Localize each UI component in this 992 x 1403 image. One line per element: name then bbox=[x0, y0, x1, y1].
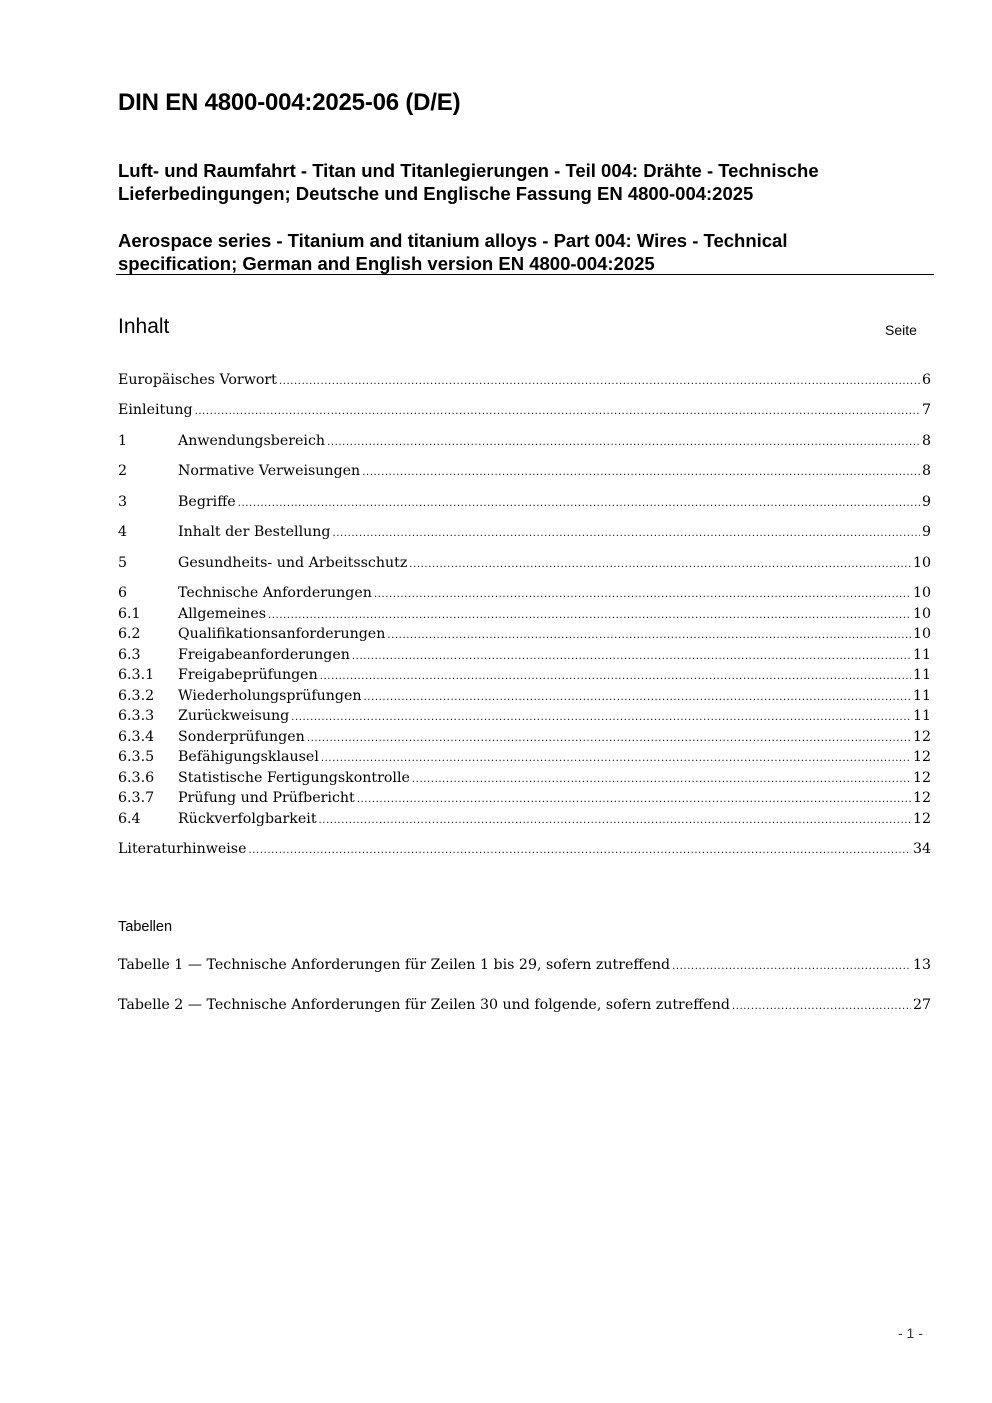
toc-entry-text: Rückverfolgbarkeit bbox=[178, 811, 317, 827]
toc-leader bbox=[195, 406, 920, 417]
page-column-label: Seite bbox=[885, 322, 917, 338]
toc-entry-page: 9 bbox=[921, 494, 931, 510]
page-number: - 1 - bbox=[898, 1325, 923, 1341]
toc-entry-text: Allgemeines bbox=[178, 606, 266, 622]
toc-entry-page: 6 bbox=[921, 372, 931, 388]
toc-entry[interactable] bbox=[118, 585, 931, 606]
toc-entry-page: 10 bbox=[912, 606, 931, 622]
toc-entry-text: Freigabeprüfungen bbox=[178, 667, 318, 683]
toc-entry-text: Begriffe bbox=[178, 494, 236, 510]
toc-entry[interactable] bbox=[118, 811, 931, 832]
toc-entry-page: 12 bbox=[912, 729, 931, 745]
toc-entry-number: 6.2 bbox=[118, 626, 141, 642]
toc-entry[interactable] bbox=[118, 433, 931, 454]
toc-entry[interactable] bbox=[118, 708, 931, 729]
toc-entry-text: Zurückweisung bbox=[178, 708, 290, 724]
toc-entry-text: Prüfung und Prüfbericht bbox=[178, 790, 355, 806]
toc-entry[interactable] bbox=[118, 606, 931, 627]
toc-entry-page: 8 bbox=[921, 433, 931, 449]
toc-entry[interactable] bbox=[118, 402, 931, 423]
toc-leader bbox=[387, 630, 911, 641]
toc-entry-number: 6.3.7 bbox=[118, 790, 155, 806]
title-english-line-1: Aerospace series - Titanium and titanium alloys - Part 004: Wires - Technical bbox=[118, 230, 788, 251]
toc-entry-page: 11 bbox=[912, 708, 931, 724]
toc-entry-number: 6.3 bbox=[118, 647, 141, 663]
toc-leader bbox=[291, 712, 911, 723]
toc-entry-text: Inhalt der Bestellung bbox=[178, 524, 331, 540]
toc-entry[interactable] bbox=[118, 524, 931, 545]
toc-entry-number: 6.3.6 bbox=[118, 770, 155, 786]
toc-entry-number: 3 bbox=[118, 494, 128, 510]
toc-entry-page: 10 bbox=[912, 555, 931, 571]
title-german-line-2: Lieferbedingungen; Deutsche und Englische Fassung EN 4800-004:2025 bbox=[118, 183, 754, 204]
toc-entry-text: Technische Anforderungen bbox=[178, 585, 372, 601]
toc-entry-number: 2 bbox=[118, 463, 128, 479]
toc-entry-text: Befähigungsklausel bbox=[178, 749, 319, 765]
toc-entry-page: 12 bbox=[912, 749, 931, 765]
toc-heading: Inhalt bbox=[118, 315, 170, 338]
toc-entry-number: 1 bbox=[118, 433, 128, 449]
toc-leader bbox=[732, 1001, 911, 1012]
toc-leader bbox=[352, 651, 911, 662]
table-entry[interactable] bbox=[118, 957, 931, 978]
toc-entry-text: Einleitung bbox=[118, 402, 193, 418]
toc-entry-page: 7 bbox=[921, 402, 931, 418]
toc-entry-text: Gesundheits- und Arbeitsschutz bbox=[178, 555, 408, 571]
toc-entry[interactable] bbox=[118, 729, 931, 750]
toc-entry[interactable] bbox=[118, 770, 931, 791]
toc-entry-number: 6.3.1 bbox=[118, 667, 155, 683]
toc-entry-number: 6.3.5 bbox=[118, 749, 155, 765]
toc-leader bbox=[248, 845, 910, 856]
toc-entry-number: 6.1 bbox=[118, 606, 141, 622]
toc-entry[interactable] bbox=[118, 841, 931, 862]
toc-leader bbox=[238, 498, 920, 509]
toc-leader bbox=[412, 774, 911, 785]
toc-leader bbox=[333, 528, 920, 539]
toc-entry-text: Anwendungsbereich bbox=[178, 433, 326, 449]
toc-leader bbox=[321, 753, 911, 764]
toc-entry-page: 9 bbox=[921, 524, 931, 540]
toc-entry-number: 5 bbox=[118, 555, 128, 571]
toc-entry-number: 6 bbox=[118, 585, 128, 601]
toc-entry-page: 8 bbox=[921, 463, 931, 479]
toc-leader bbox=[374, 589, 911, 600]
toc-leader bbox=[320, 671, 911, 682]
document-id: DIN EN 4800-004:2025-06 (D/E) bbox=[118, 89, 461, 116]
title-divider bbox=[116, 274, 934, 275]
toc-entry[interactable] bbox=[118, 647, 931, 668]
toc-leader bbox=[327, 437, 920, 448]
title-german-line-1: Luft- und Raumfahrt - Titan und Titanlegierungen - Teil 004: Drähte - Technische bbox=[118, 160, 819, 181]
toc-leader bbox=[279, 376, 920, 387]
toc-entry[interactable] bbox=[118, 626, 931, 647]
toc-leader bbox=[268, 610, 911, 621]
toc-entry-text: Freigabeanforderungen bbox=[178, 647, 350, 663]
toc-leader bbox=[357, 794, 911, 805]
toc-leader bbox=[364, 692, 911, 703]
toc-entry-text: Statistische Fertigungskontrolle bbox=[178, 770, 410, 786]
toc-entry-text: Europäisches Vorwort bbox=[118, 372, 277, 388]
toc-entry-number: 4 bbox=[118, 524, 128, 540]
toc-entry[interactable] bbox=[118, 790, 931, 811]
toc-entry-page: 10 bbox=[912, 585, 931, 601]
toc-entry-page: 34 bbox=[912, 841, 931, 857]
toc-entry-page: 11 bbox=[912, 688, 931, 704]
toc-entry[interactable] bbox=[118, 749, 931, 770]
toc-entry-number: 6.4 bbox=[118, 811, 141, 827]
toc-entry-text: Sonderprüfungen bbox=[178, 729, 305, 745]
toc-leader bbox=[319, 815, 911, 826]
toc-leader bbox=[362, 467, 920, 478]
toc-entry-text: Wiederholungsprüfungen bbox=[178, 688, 362, 704]
toc-entry-page: 10 bbox=[912, 626, 931, 642]
toc-entry-number: 6.3.3 bbox=[118, 708, 155, 724]
title-english bbox=[118, 229, 918, 275]
toc-entry-page: 11 bbox=[912, 647, 931, 663]
toc-leader bbox=[672, 961, 911, 972]
toc-entry[interactable] bbox=[118, 372, 931, 393]
table-entry-page: 13 bbox=[912, 957, 931, 973]
toc-entry[interactable] bbox=[118, 555, 931, 576]
toc-leader bbox=[307, 733, 911, 744]
table-entry[interactable] bbox=[118, 997, 931, 1018]
title-english-line-2: specification; German and English version EN 4800-004:2025 bbox=[118, 253, 655, 274]
toc-entry-number: 6.3.2 bbox=[118, 688, 155, 704]
toc-entry-number: 6.3.4 bbox=[118, 729, 155, 745]
title-german bbox=[118, 159, 918, 205]
toc-entry-page: 11 bbox=[912, 667, 931, 683]
table-entry-text: Tabelle 2 — Technische Anforderungen für Zeilen 30 und folgende, sofern zutreffend bbox=[118, 997, 730, 1013]
table-entry-page: 27 bbox=[912, 997, 931, 1013]
toc-leader bbox=[409, 559, 911, 570]
table-entry-text: Tabelle 1 — Technische Anforderungen für Zeilen 1 bis 29, sofern zutreffend bbox=[118, 957, 671, 973]
toc-entry-text: Literaturhinweise bbox=[118, 841, 247, 857]
toc-entry[interactable] bbox=[118, 494, 931, 515]
toc-entry[interactable] bbox=[118, 463, 931, 484]
toc-entry[interactable] bbox=[118, 667, 931, 688]
tables-heading: Tabellen bbox=[118, 919, 173, 935]
toc-entry-text: Normative Verweisungen bbox=[178, 463, 361, 479]
toc-entry-page: 12 bbox=[912, 811, 931, 827]
toc-entry-page: 12 bbox=[912, 790, 931, 806]
toc-entry-text: Qualifikationsanforderungen bbox=[178, 626, 386, 642]
toc-entry[interactable] bbox=[118, 688, 931, 709]
toc-entry-page: 12 bbox=[912, 770, 931, 786]
